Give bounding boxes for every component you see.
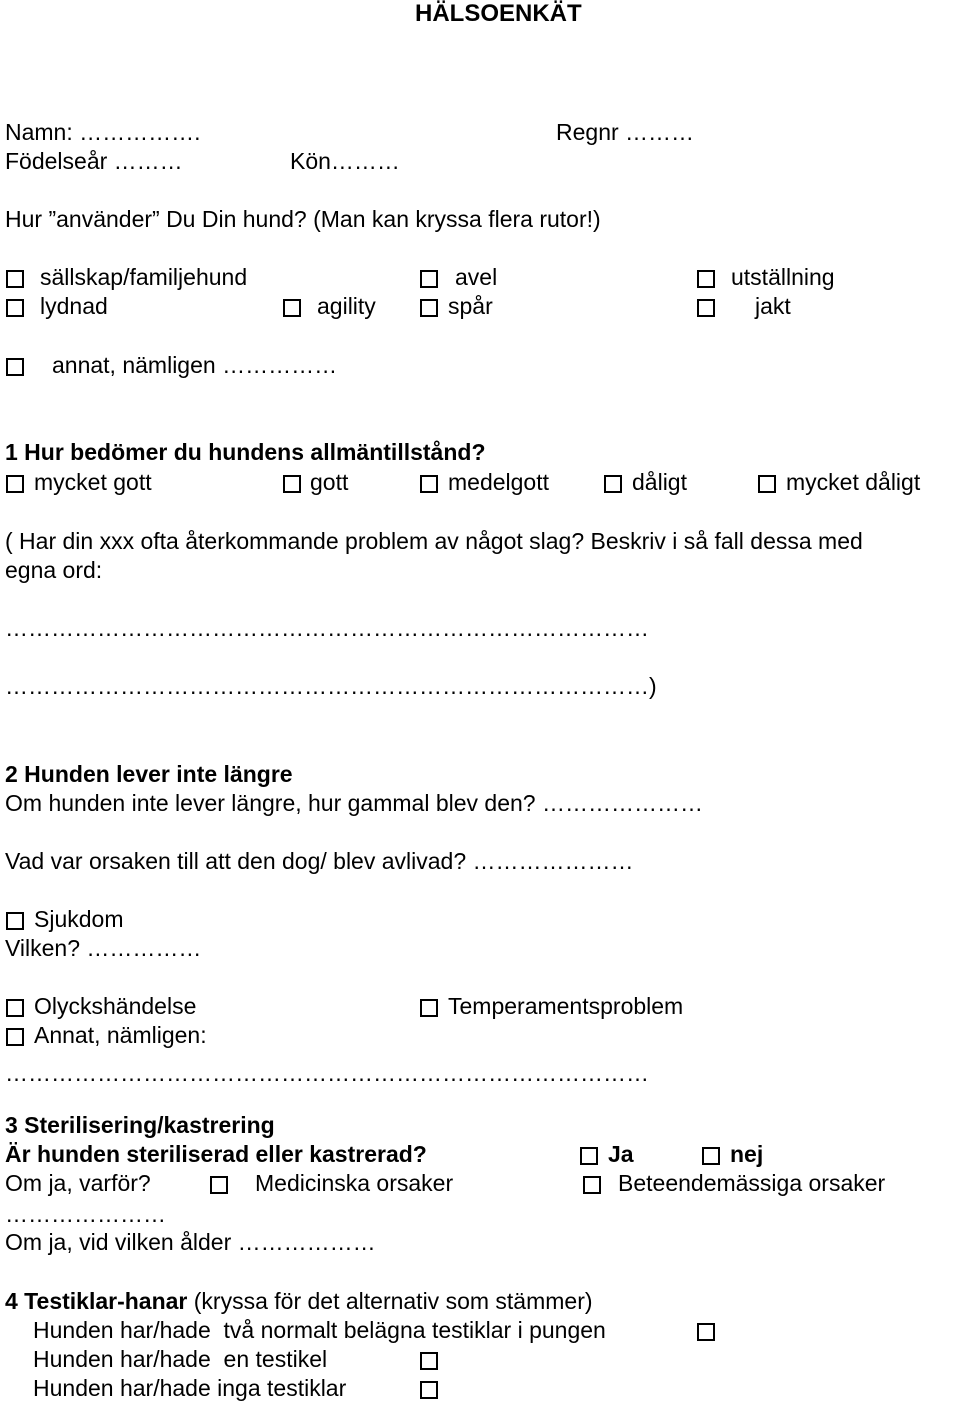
q4-heading-bold: 4 Testiklar-hanar [5,1288,188,1314]
q3-heading: 3 Sterilisering/kastrering [5,1112,275,1138]
regnr-field-label: Regnr ……… [556,119,695,145]
q1-option-good: gott [310,469,349,495]
q4-option-none-label: Hunden har/hade inga testiklar [33,1375,347,1401]
checkbox-hunting[interactable] [697,299,715,317]
checkbox-obedience[interactable] [6,299,24,317]
q1-heading: 1 Hur bedömer du hundens allmäntillstånd? [5,439,486,465]
q4-option-one-label: Hunden har/hade en testikel [33,1346,328,1372]
checkbox-bad[interactable] [604,475,622,493]
checkbox-tracking[interactable] [420,299,438,317]
checkbox-disease[interactable] [6,912,24,930]
q2-which-disease: Vilken? …………… [5,935,202,961]
option-agility-label: agility [317,293,376,319]
q3-question: Är hunden steriliserad eller kastrerad? [5,1141,427,1167]
checkbox-one-testicle[interactable] [420,1352,438,1370]
q1-option-average: medelgott [448,469,550,495]
checkbox-good[interactable] [283,475,301,493]
page-title: HÄLSOENKÄT [415,0,582,27]
q4-heading-instruction: (kryssa för det alternativ som stämmer) [187,1288,593,1314]
q2-option-temperament: Temperamentsproblem [448,993,684,1019]
q1-option-bad: dåligt [632,469,687,495]
q2-cause-question: Vad var orsaken till att den dog/ blev avlivad? ………………… [5,848,634,874]
q3-option-behavior: Beteendemässiga orsaker [618,1170,886,1196]
checkbox-very-good[interactable] [6,475,24,493]
q2-heading: 2 Hunden lever inte längre [5,761,293,787]
q2-option-accident: Olyckshändelse [34,993,197,1019]
q4-heading [5,1287,593,1315]
checkbox-average[interactable] [420,475,438,493]
checkbox-medical[interactable] [210,1176,228,1194]
q2-option-disease: Sjukdom [34,906,124,932]
checkbox-temperament[interactable] [420,999,438,1017]
checkbox-usage-other[interactable] [6,358,24,376]
q3-option-medical: Medicinska orsaker [255,1170,454,1196]
checkbox-no[interactable] [702,1147,720,1165]
q1-option-very-good: mycket gott [34,469,152,495]
q3-age-question: Om ja, vid vilken ålder ……………… [5,1229,376,1255]
q3-no-label: nej [730,1141,764,1167]
q1-answer-line2[interactable]: …………………………………………………………………………) [5,673,657,699]
birth-year-field-label: Födelseår ……… [5,148,183,174]
q1-problem-text-line1: ( Har din xxx ofta återkommande problem av något slag? Beskriv i så fall dessa med [5,528,863,554]
sex-field-label: Kön……… [290,148,400,174]
checkbox-exhibition[interactable] [697,270,715,288]
checkbox-very-bad[interactable] [758,475,776,493]
name-field-label: Namn: ……………. [5,119,201,145]
checkbox-death-other[interactable] [6,1028,24,1046]
option-exhibition-label: utställning [731,264,835,290]
q2-age-question: Om hunden inte lever längre, hur gammal blev den? ………………… [5,790,703,816]
checkbox-accident[interactable] [6,999,24,1017]
option-obedience-label: lydnad [40,293,108,319]
checkbox-companion[interactable] [6,270,24,288]
q3-why-label: Om ja, varför? [5,1170,151,1196]
q3-answer-line[interactable]: ………………… [5,1201,166,1227]
option-hunting-label: jakt [755,293,791,319]
q2-option-other: Annat, nämligen: [34,1022,207,1048]
checkbox-two-testicles[interactable] [697,1323,715,1341]
option-tracking-label: spår [448,293,493,319]
option-companion-label: sällskap/familjehund [40,264,248,290]
option-breeding-label: avel [455,264,498,290]
checkbox-agility[interactable] [283,299,301,317]
checkbox-no-testicles[interactable] [420,1381,438,1399]
usage-other-label: annat, nämligen …………… [52,352,338,378]
checkbox-behavior[interactable] [583,1176,601,1194]
q1-option-very-bad: mycket dåligt [786,469,921,495]
q3-yes-label: Ja [608,1141,634,1167]
q4-option-two-label: Hunden har/hade två normalt belägna testiklar i pungen [33,1317,606,1343]
checkbox-yes[interactable] [580,1147,598,1165]
q1-problem-text-line2: egna ord: [5,557,103,583]
q1-answer-line1[interactable]: ………………………………………………………………………… [5,615,649,641]
usage-question: Hur ”använder” Du Din hund? (Man kan kryssa flera rutor!) [5,206,601,232]
q2-answer-line[interactable]: ………………………………………………………………………… [5,1060,649,1086]
checkbox-breeding[interactable] [420,270,438,288]
